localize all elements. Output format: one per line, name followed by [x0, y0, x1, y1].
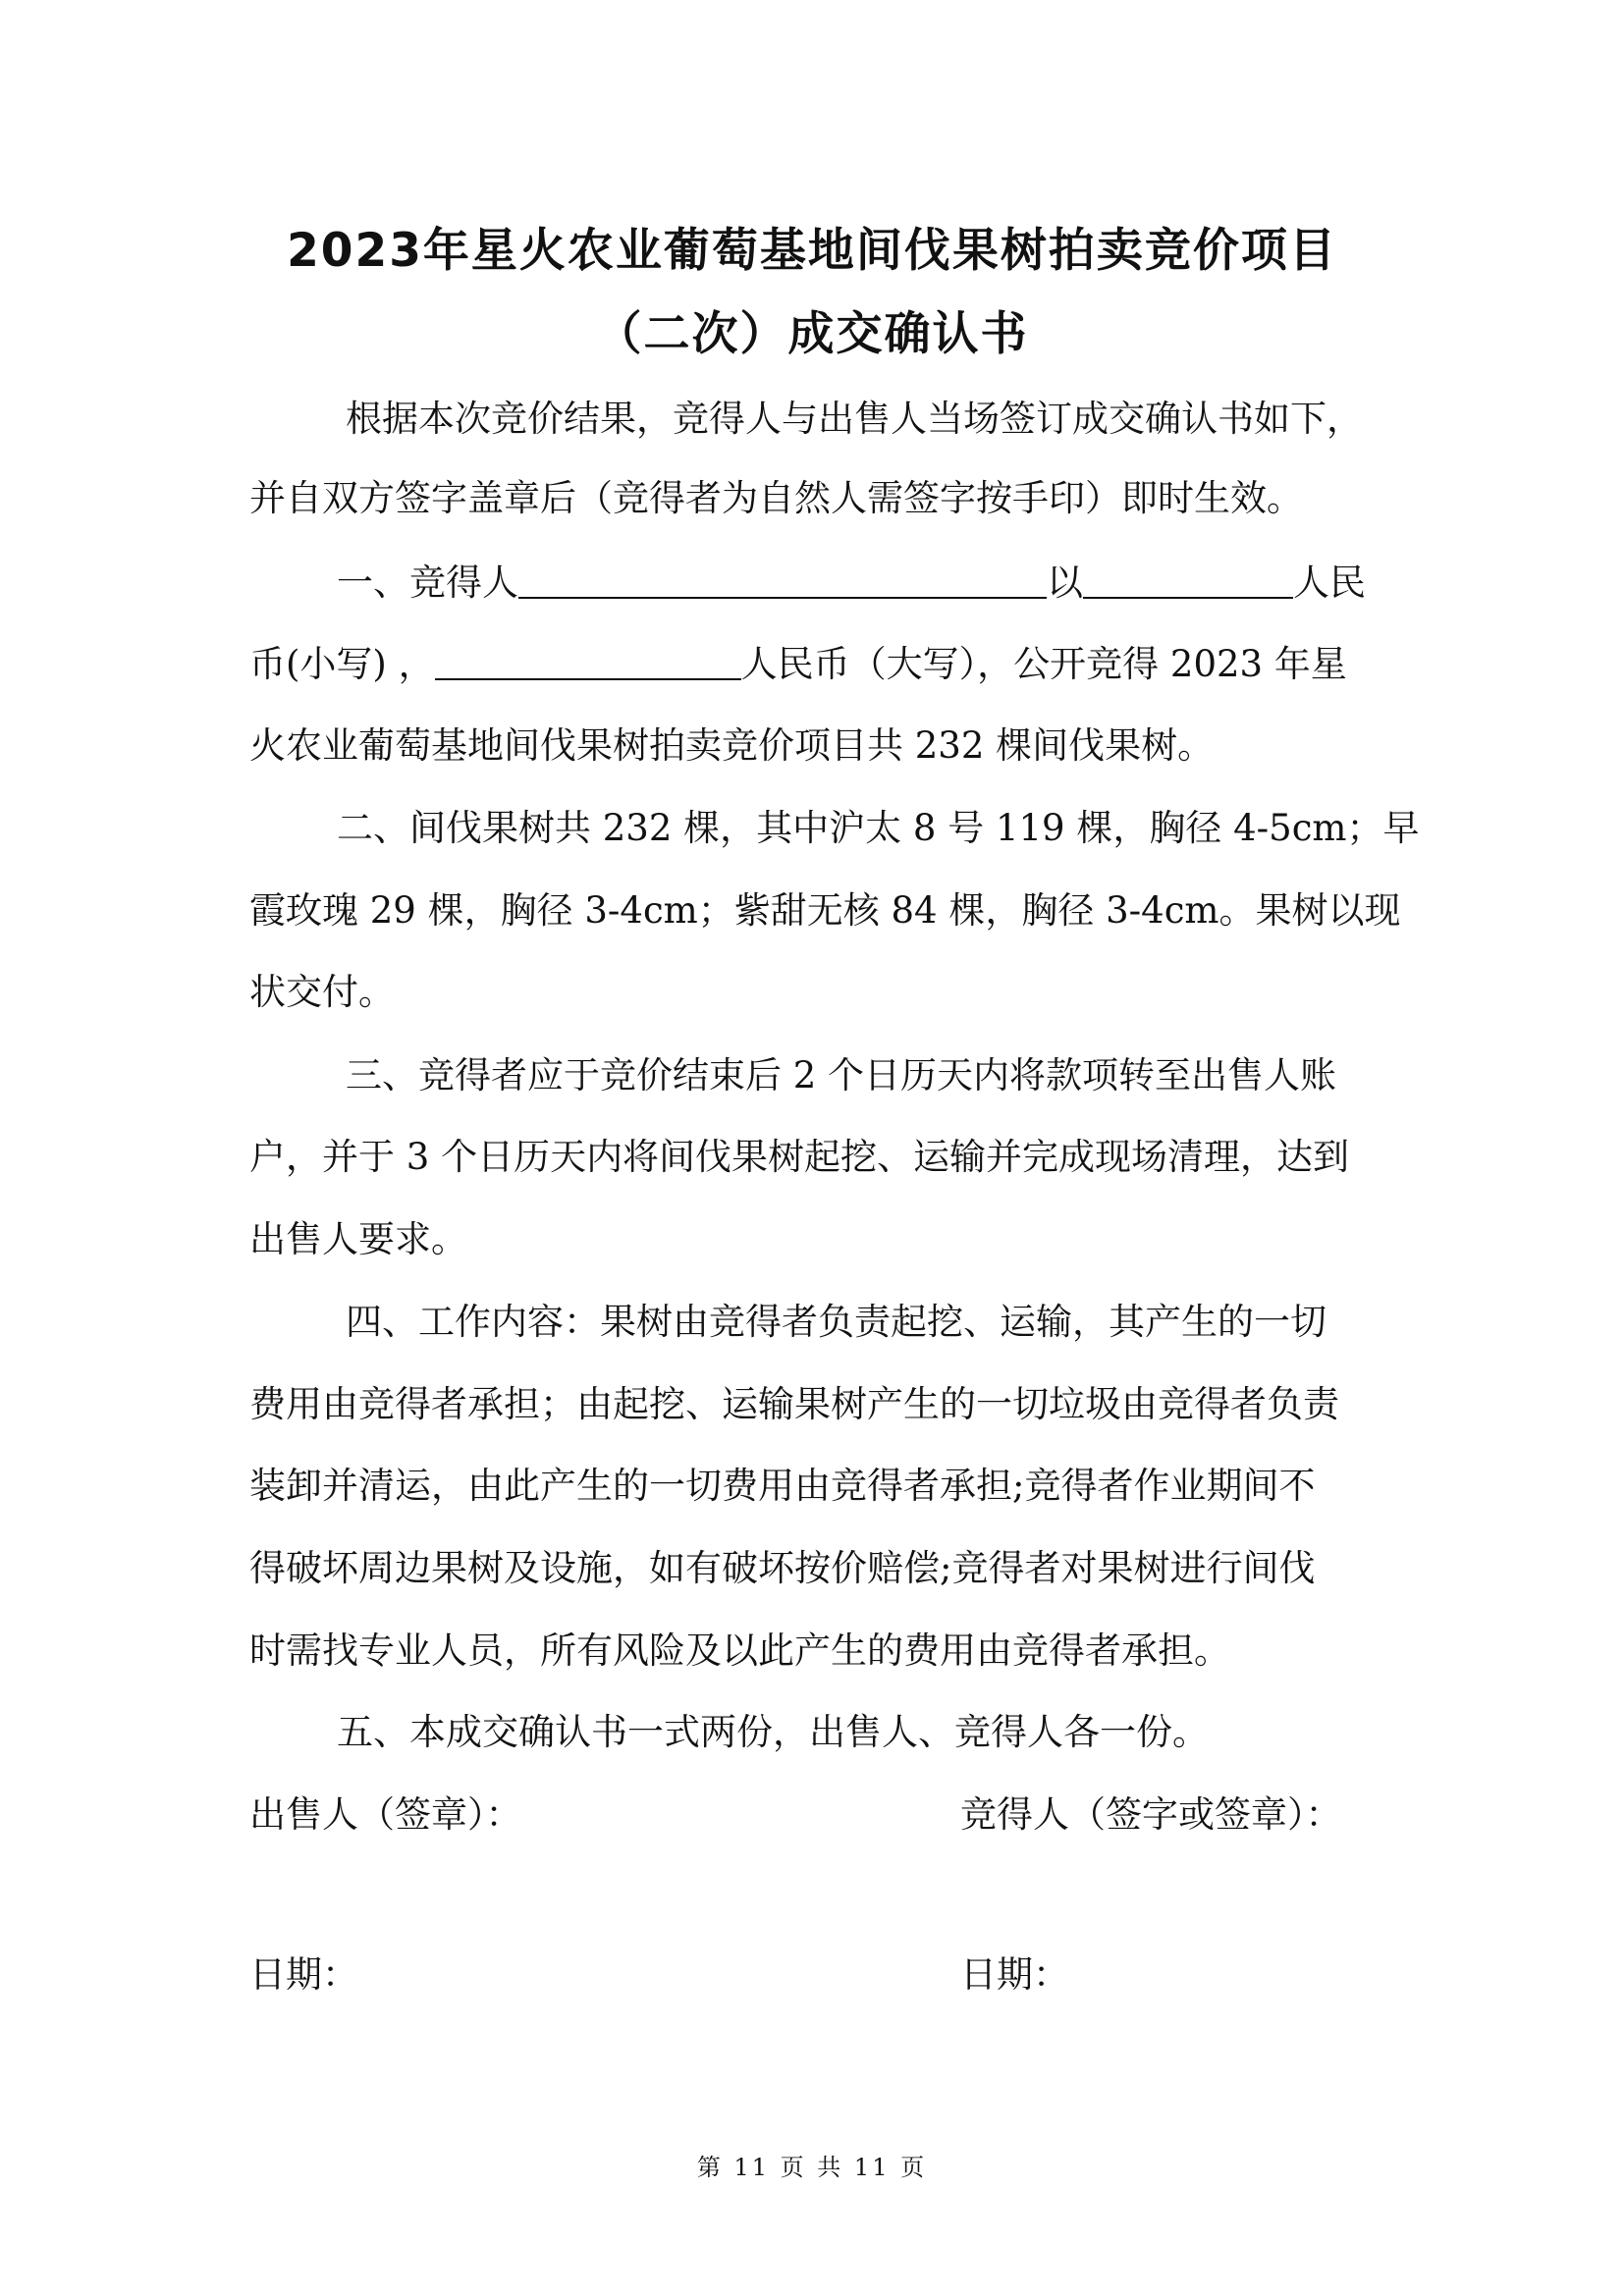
clause-4-line-2: 费用由竞得者承担；由起挖、运输果树产生的一切垃圾由竞得者负责 — [249, 1383, 1339, 1425]
clause-2-line-1: 二、间伐果树共 232 棵，其中沪太 8 号 119 棵，胸径 4-5cm；早 — [337, 807, 1420, 849]
clause-1-winner-label: 一、竞得人 — [337, 561, 518, 604]
clause-1-line-1 — [337, 561, 1366, 605]
document-title-line-2: （二次）成交确认书 — [595, 307, 1029, 361]
winner-name-blank[interactable] — [518, 567, 1047, 599]
clause-4-line-1: 四、工作内容：果树由竞得者负责起挖、运输，其产生的一切 — [346, 1301, 1326, 1343]
clause-1-rmb-text: 人民 — [1293, 561, 1366, 604]
intro-line-2: 并自双方签字盖章后（竞得者为自然人需签字按手印）即时生效。 — [249, 477, 1303, 519]
amount-uppercase-blank[interactable] — [435, 649, 741, 680]
clause-2-line-3: 状交付。 — [249, 971, 395, 1013]
clause-3-line-3: 出售人要求。 — [249, 1218, 467, 1260]
clause-3-line-2: 户，并于 3 个日历天内将间伐果树起挖、运输并完成现场清理，达到 — [249, 1136, 1350, 1178]
clause-1-lowercase-label: 币(小写) ， — [249, 643, 435, 685]
clause-4-line-3: 装卸并清运，由此产生的一切费用由竞得者承担;竞得者作业期间不 — [249, 1465, 1316, 1507]
clause-1-line-2 — [249, 643, 1347, 686]
clause-3-line-1: 三、竞得者应于竞价结束后 2 个日历天内将款项转至出售人账 — [346, 1054, 1337, 1096]
clause-5-line-1: 五、本成交确认书一式两份，出售人、竞得人各一份。 — [337, 1711, 1209, 1753]
seller-signature-label: 出售人（签章）： — [249, 1793, 522, 1836]
document-title-line-1: 2023年星火农业葡萄基地间伐果树拍卖竞价项目 — [287, 224, 1337, 278]
clause-4-line-5: 时需找专业人员，所有风险及以此产生的费用由竞得者承担。 — [249, 1629, 1230, 1672]
buyer-date-label: 日期： — [960, 1953, 1069, 1996]
clause-1-line-3: 火农业葡萄基地间伐果树拍卖竞价项目共 232 棵间伐果树。 — [249, 724, 1215, 767]
clause-4-line-4: 得破坏周边果树及设施，如有破坏按价赔偿;竞得者对果树进行间伐 — [249, 1547, 1316, 1589]
clause-1-with-text: 以 — [1047, 561, 1083, 604]
seller-date-label: 日期： — [249, 1953, 358, 1996]
intro-line-1: 根据本次竞价结果，竞得人与出售人当场签订成交确认书如下， — [346, 398, 1363, 440]
clause-2-line-2: 霞玫瑰 29 棵，胸径 3-4cm；紫甜无核 84 棵，胸径 3-4cm。果树以现 — [249, 889, 1401, 932]
buyer-signature-label: 竞得人（签字或签章）： — [960, 1793, 1342, 1836]
clause-1-uppercase-text: 人民币（大写），公开竞得 2023 年星 — [740, 643, 1347, 685]
page-number-footer: 第 11 页 共 11 页 — [696, 2154, 928, 2181]
amount-lowercase-blank[interactable] — [1083, 567, 1293, 599]
